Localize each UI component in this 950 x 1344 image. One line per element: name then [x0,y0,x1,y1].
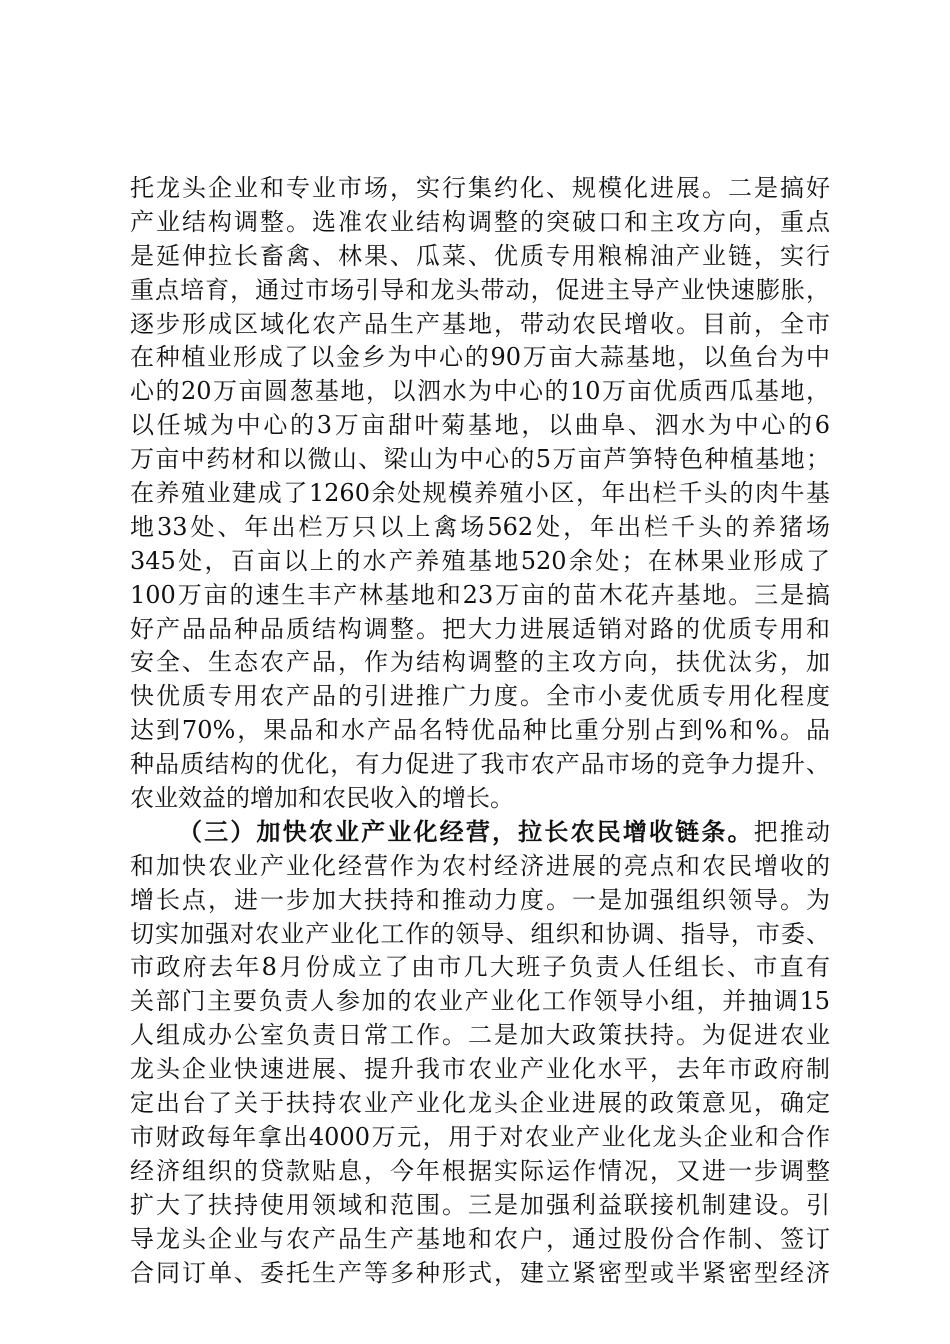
text-line: 345处，百亩以上的水产养殖基地520余处；在林果业形成了 [130,546,830,575]
heading-line-rest: 把推动 [753,817,830,846]
text-line: 扩大了扶持使用领域和范围。三是加强利益联接机制建设。引 [130,1190,830,1219]
text-line: 经济组织的贷款贴息，今年根据实际运作情况，又进一步调整 [130,1156,830,1185]
text-line: 增长点，进一步加大扶持和推动力度。一是加强组织领导。为 [130,885,830,914]
text-line: 逐步形成区域化农产品生产基地，带动农民增收。目前，全市 [130,309,830,338]
text-line: 市财政每年拿出4000万元，用于对农业产业化龙头企业和合作 [130,1122,830,1151]
text-line: 切实加强对农业产业化工作的领导、组织和协调、指导，市委、 [130,919,830,948]
text-line: 和加快农业产业化经营作为农村经济进展的亮点和农民增收的 [130,851,830,880]
text-line: 导龙头企业与农产品生产基地和农户，通过股份合作制、签订 [130,1224,830,1253]
text-line: 安全、生态农产品，作为结构调整的主攻方向，扶优汰劣，加 [130,648,830,677]
text-line: 快优质专用农产品的引进推广力度。全市小麦优质专用化程度 [130,682,830,711]
text-line: 心的20万亩圆葱基地，以泗水为中心的10万亩优质西瓜基地， [130,377,830,406]
text-line: 农业效益的增加和农民收入的增长。 [130,784,514,813]
text-line: 达到70%，果品和水产品名特优品种比重分别占到%和%。品 [130,716,830,745]
text-line: 在养殖业建成了1260余处规模养殖小区，年出栏千头的肉牛基 [130,479,830,508]
text-line: 合同订单、委托生产等多种形式，建立紧密型或半紧密型经济 [130,1258,830,1287]
paragraph-industrialization [130,816,830,1290]
text-line: 在种植业形成了以金乡为中心的90万亩大蒜基地，以鱼台为中 [130,343,830,372]
document-page [130,172,830,1290]
text-line: 托龙头企业和专业市场，实行集约化、规模化进展。二是搞好 [130,174,830,202]
section-heading: （三）加快农业产业化经营，拉长农民增收链条。 [178,817,754,846]
text-line: 产业结构调整。选准农业结构调整的突破口和主攻方向，重点 [130,207,830,236]
text-line: 万亩中药材和以微山、梁山为中心的5万亩芦笋特色种植基地； [130,445,830,474]
text-line: 重点培育，通过市场引导和龙头带动，促进主导产业快速膨胀， [130,275,830,304]
text-line: 关部门主要负责人参加的农业产业化工作领导小组，并抽调15 [130,987,830,1016]
text-line: 人组成办公室负责日常工作。二是加大政策扶持。为促进农业 [130,1021,830,1050]
text-line: 龙头企业快速进展、提升我市农业产业化水平，去年市政府制 [130,1055,830,1084]
text-line: 以任城为中心的3万亩甜叶菊基地，以曲阜、泗水为中心的6 [130,411,830,440]
text-line: 种品质结构的优化，有力促进了我市农产品市场的竞争力提升、 [130,750,830,779]
paragraph-structure-adjustment [130,172,830,816]
text-line: 定出台了关于扶持农业产业化龙头企业进展的政策意见，确定 [130,1089,830,1118]
section-heading-line [130,816,830,850]
text-line: 是延伸拉长畜禽、林果、瓜菜、优质专用粮棉油产业链，实行 [130,241,830,270]
text-line: 100万亩的速生丰产林基地和23万亩的苗木花卉基地。三是搞 [130,580,830,609]
text-line: 好产品品种品质结构调整。把大力进展适销对路的优质专用和 [130,614,830,643]
text-line: 地33处、年出栏万只以上禽场562处，年出栏千头的养猪场 [130,512,830,541]
text-line: 市政府去年8月份成立了由市几大班子负责人任组长、市直有 [130,953,830,982]
